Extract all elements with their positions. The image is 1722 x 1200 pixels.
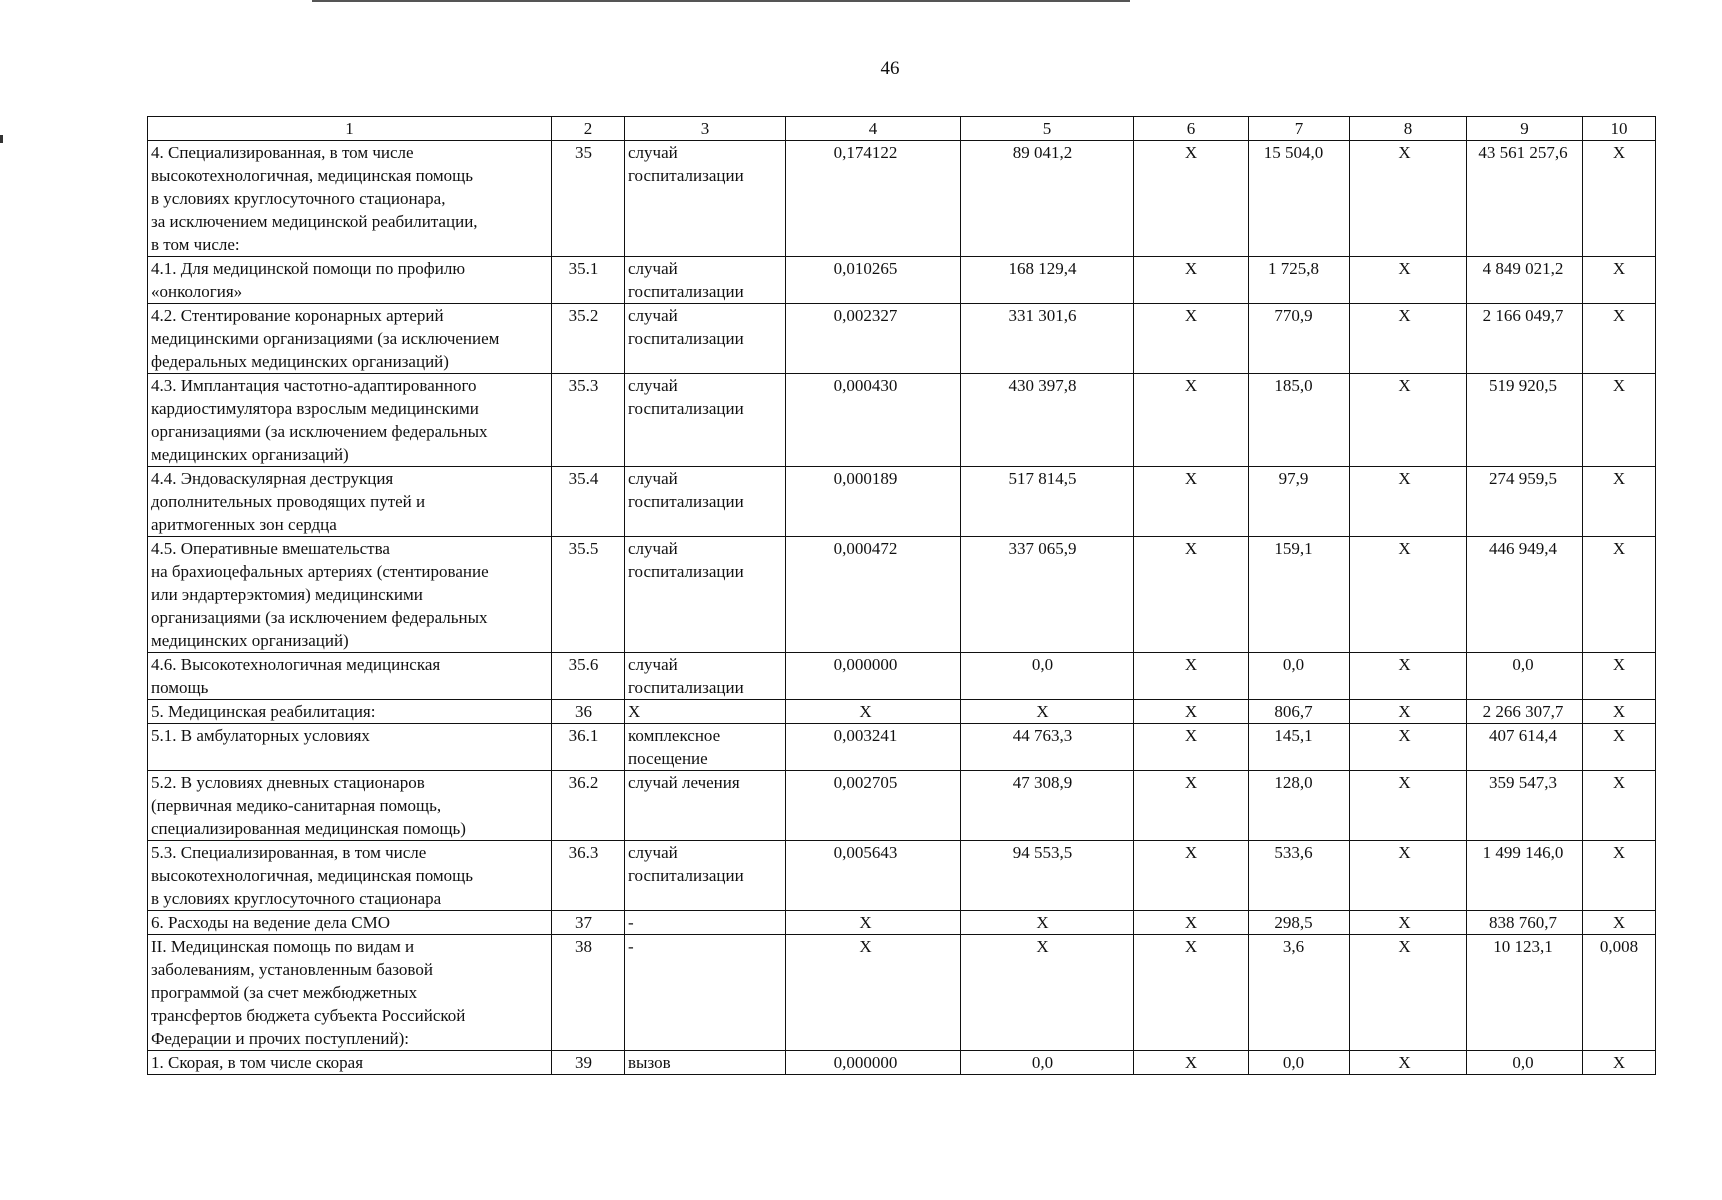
cell-col-10: Х [1583, 467, 1656, 537]
cell-col-1: 4.2. Стентирование коронарных артерий медицинскими организациями (за исключением федеральных медицинских организаций) [148, 304, 552, 374]
cell-col-2: 35.5 [552, 537, 625, 653]
cell-col-4: 0,174122 [786, 141, 961, 257]
cell-col-6: Х [1134, 374, 1249, 467]
cell-col-2: 35.3 [552, 374, 625, 467]
cell-col-5: 517 814,5 [961, 467, 1134, 537]
cell-col-7: 0,0 [1249, 1051, 1350, 1075]
cell-col-5: 331 301,6 [961, 304, 1134, 374]
cell-col-1: 5.3. Специализированная, в том числе высокотехнологичная, медицинская помощь в условиях круглосуточного стационара [148, 841, 552, 911]
cell-col-2: 35.1 [552, 257, 625, 304]
table-row [148, 304, 1656, 374]
cell-col-4: 0,005643 [786, 841, 961, 911]
cell-col-3: - [625, 911, 786, 935]
cell-col-4: Х [786, 911, 961, 935]
col-header: 5 [961, 117, 1134, 141]
cell-col-4: 0,002705 [786, 771, 961, 841]
cell-col-6: Х [1134, 257, 1249, 304]
cell-col-10: Х [1583, 653, 1656, 700]
table-row [148, 935, 1656, 1051]
cell-col-3: случай лечения [625, 771, 786, 841]
cell-col-2: 35.2 [552, 304, 625, 374]
cell-col-4: Х [786, 935, 961, 1051]
col-header: 8 [1350, 117, 1467, 141]
cell-col-1: 4.5. Оперативные вмешательства на брахиоцефальных артериях (стентирование или эндартерэктомия) медицинскими организациями (за исключением федеральных медицинских организаций) [148, 537, 552, 653]
cell-col-6: Х [1134, 935, 1249, 1051]
table-row [148, 374, 1656, 467]
cell-col-2: 36.2 [552, 771, 625, 841]
cell-col-2: 36.1 [552, 724, 625, 771]
cell-col-2: 39 [552, 1051, 625, 1075]
cell-col-7: 1 725,8 [1249, 257, 1350, 304]
cell-col-2: 35 [552, 141, 625, 257]
cell-col-9: 838 760,7 [1467, 911, 1583, 935]
cell-col-4: 0,000189 [786, 467, 961, 537]
table-row [148, 141, 1656, 257]
cell-col-10: Х [1583, 537, 1656, 653]
cell-col-10: Х [1583, 911, 1656, 935]
cell-col-6: Х [1134, 724, 1249, 771]
top-rule [312, 0, 1130, 2]
cell-col-7: 0,0 [1249, 653, 1350, 700]
cell-col-10: Х [1583, 771, 1656, 841]
cell-col-1: 4.6. Высокотехнологичная медицинская помощь [148, 653, 552, 700]
cell-col-9: 0,0 [1467, 1051, 1583, 1075]
cell-col-9: 10 123,1 [1467, 935, 1583, 1051]
cell-col-8: Х [1350, 374, 1467, 467]
cell-col-9: 519 920,5 [1467, 374, 1583, 467]
cell-col-2: 35.4 [552, 467, 625, 537]
cell-col-10: Х [1583, 374, 1656, 467]
cell-col-5: 44 763,3 [961, 724, 1134, 771]
cell-col-6: Х [1134, 911, 1249, 935]
cell-col-4: 0,000430 [786, 374, 961, 467]
cell-col-7: 15 504,0 [1249, 141, 1350, 257]
cell-col-1: II. Медицинская помощь по видам и заболеваниям, установленным базовой программой (за счет межбюджетных трансфертов бюджета субъекта Российской Федерации и прочих поступлений): [148, 935, 552, 1051]
cell-col-4: 0,000472 [786, 537, 961, 653]
cell-col-5: Х [961, 911, 1134, 935]
col-header: 6 [1134, 117, 1249, 141]
col-header: 3 [625, 117, 786, 141]
cell-col-7: 806,7 [1249, 700, 1350, 724]
cell-col-4: 0,002327 [786, 304, 961, 374]
cell-col-7: 97,9 [1249, 467, 1350, 537]
cell-col-6: Х [1134, 1051, 1249, 1075]
cell-col-7: 159,1 [1249, 537, 1350, 653]
table-row [148, 257, 1656, 304]
cell-col-4: 0,000000 [786, 653, 961, 700]
cell-col-8: Х [1350, 841, 1467, 911]
col-header: 7 [1249, 117, 1350, 141]
cell-col-10: Х [1583, 141, 1656, 257]
cell-col-8: Х [1350, 653, 1467, 700]
cell-col-9: 2 266 307,7 [1467, 700, 1583, 724]
cell-col-8: Х [1350, 935, 1467, 1051]
cell-col-6: Х [1134, 841, 1249, 911]
cell-col-6: Х [1134, 771, 1249, 841]
cell-col-2: 38 [552, 935, 625, 1051]
cell-col-5: 430 397,8 [961, 374, 1134, 467]
cell-col-2: 37 [552, 911, 625, 935]
cell-col-7: 770,9 [1249, 304, 1350, 374]
cell-col-2: 36.3 [552, 841, 625, 911]
cell-col-1: 5.2. В условиях дневных стационаров (первичная медико-санитарная помощь, специализированная медицинская помощь) [148, 771, 552, 841]
cell-col-4: 0,010265 [786, 257, 961, 304]
cell-col-8: Х [1350, 537, 1467, 653]
cell-col-3: случай госпитализации [625, 141, 786, 257]
cell-col-5: 47 308,9 [961, 771, 1134, 841]
cell-col-9: 0,0 [1467, 653, 1583, 700]
cell-col-6: Х [1134, 700, 1249, 724]
cell-col-4: Х [786, 700, 961, 724]
cell-col-9: 2 166 049,7 [1467, 304, 1583, 374]
col-header: 9 [1467, 117, 1583, 141]
cell-col-3: Х [625, 700, 786, 724]
cell-col-7: 128,0 [1249, 771, 1350, 841]
cell-col-10: Х [1583, 304, 1656, 374]
cell-col-2: 36 [552, 700, 625, 724]
cell-col-7: 185,0 [1249, 374, 1350, 467]
table-row [148, 700, 1656, 724]
col-header: 4 [786, 117, 961, 141]
cell-col-9: 1 499 146,0 [1467, 841, 1583, 911]
cell-col-9: 407 614,4 [1467, 724, 1583, 771]
table-row [148, 1051, 1656, 1075]
cell-col-7: 145,1 [1249, 724, 1350, 771]
cell-col-2: 35.6 [552, 653, 625, 700]
cell-col-6: Х [1134, 467, 1249, 537]
cell-col-3: вызов [625, 1051, 786, 1075]
cell-col-5: 337 065,9 [961, 537, 1134, 653]
cell-col-8: Х [1350, 724, 1467, 771]
cell-col-9: 359 547,3 [1467, 771, 1583, 841]
cell-col-4: 0,000000 [786, 1051, 961, 1075]
cell-col-3: случай госпитализации [625, 304, 786, 374]
cell-col-1: 4.3. Имплантация частотно-адаптированного кардиостимулятора взрослым медицинскими организациями (за исключением федеральных медицинских организаций) [148, 374, 552, 467]
cell-col-3: случай госпитализации [625, 257, 786, 304]
cell-col-7: 3,6 [1249, 935, 1350, 1051]
data-table [147, 116, 1656, 1075]
cell-col-10: 0,008 [1583, 935, 1656, 1051]
table-row [148, 653, 1656, 700]
table-row [148, 724, 1656, 771]
cell-col-5: Х [961, 700, 1134, 724]
cell-col-7: 298,5 [1249, 911, 1350, 935]
cell-col-4: 0,003241 [786, 724, 961, 771]
cell-col-3: случай госпитализации [625, 537, 786, 653]
table-row [148, 467, 1656, 537]
cell-col-5: 168 129,4 [961, 257, 1134, 304]
cell-col-3: - [625, 935, 786, 1051]
cell-col-10: Х [1583, 724, 1656, 771]
cell-col-9: 43 561 257,6 [1467, 141, 1583, 257]
cell-col-9: 446 949,4 [1467, 537, 1583, 653]
cell-col-8: Х [1350, 771, 1467, 841]
cell-col-3: комплексное посещение [625, 724, 786, 771]
cell-col-6: Х [1134, 653, 1249, 700]
cell-col-1: 5. Медицинская реабилитация: [148, 700, 552, 724]
cell-col-5: 0,0 [961, 653, 1134, 700]
cell-col-10: Х [1583, 1051, 1656, 1075]
cell-col-5: Х [961, 935, 1134, 1051]
col-header: 2 [552, 117, 625, 141]
cell-col-8: Х [1350, 257, 1467, 304]
cell-col-8: Х [1350, 304, 1467, 374]
cell-col-3: случай госпитализации [625, 374, 786, 467]
cell-col-3: случай госпитализации [625, 841, 786, 911]
cell-col-6: Х [1134, 537, 1249, 653]
cell-col-8: Х [1350, 141, 1467, 257]
cell-col-7: 533,6 [1249, 841, 1350, 911]
cell-col-1: 4.1. Для медицинской помощи по профилю «онкология» [148, 257, 552, 304]
cell-col-9: 4 849 021,2 [1467, 257, 1583, 304]
cell-col-10: Х [1583, 841, 1656, 911]
table-row [148, 537, 1656, 653]
cell-col-1: 6. Расходы на ведение дела СМО [148, 911, 552, 935]
cell-col-6: Х [1134, 304, 1249, 374]
cell-col-1: 4. Специализированная, в том числе высокотехнологичная, медицинская помощь в условиях круглосуточного стационара, за исключением медицинской реабилитации, в том числе: [148, 141, 552, 257]
table-row [148, 841, 1656, 911]
page-number: 46 [880, 58, 900, 79]
cell-col-9: 274 959,5 [1467, 467, 1583, 537]
table-row [148, 771, 1656, 841]
margin-mark [0, 135, 3, 143]
cell-col-8: Х [1350, 467, 1467, 537]
cell-col-10: Х [1583, 700, 1656, 724]
cell-col-3: случай госпитализации [625, 467, 786, 537]
cell-col-1: 5.1. В амбулаторных условиях [148, 724, 552, 771]
cell-col-5: 94 553,5 [961, 841, 1134, 911]
cell-col-8: Х [1350, 911, 1467, 935]
table-row [148, 911, 1656, 935]
cell-col-5: 0,0 [961, 1051, 1134, 1075]
cell-col-10: Х [1583, 257, 1656, 304]
cell-col-8: Х [1350, 700, 1467, 724]
col-header: 1 [148, 117, 552, 141]
cell-col-6: Х [1134, 141, 1249, 257]
cell-col-5: 89 041,2 [961, 141, 1134, 257]
col-header: 10 [1583, 117, 1656, 141]
cell-col-1: 4.4. Эндоваскулярная деструкция дополнительных проводящих путей и аритмогенных зон сердца [148, 467, 552, 537]
header-row [148, 117, 1656, 141]
cell-col-8: Х [1350, 1051, 1467, 1075]
cell-col-3: случай госпитализации [625, 653, 786, 700]
cell-col-1: 1. Скорая, в том числе скорая [148, 1051, 552, 1075]
